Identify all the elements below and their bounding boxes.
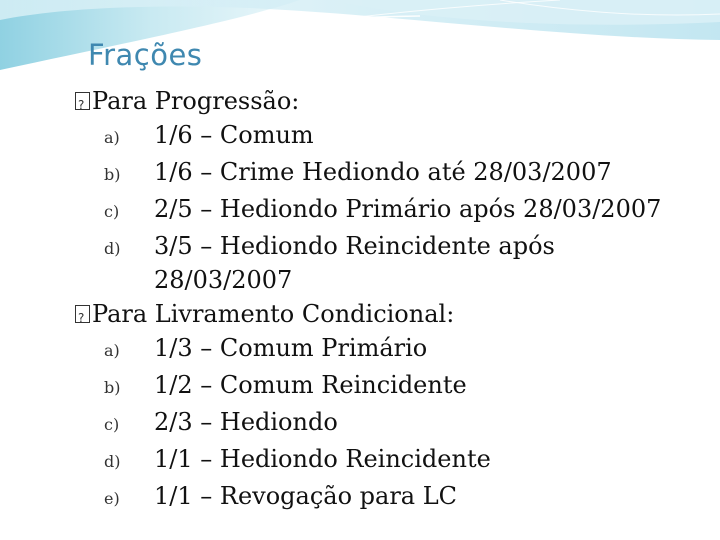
list-item-text: 1/6 – Comum: [154, 121, 314, 149]
list-item-marker: a): [104, 341, 120, 360]
list-item-text: 1/2 – Comum Reincidente: [154, 371, 467, 399]
list-item-marker: e): [104, 489, 120, 508]
list-item-marker: b): [104, 165, 121, 184]
list-item: [84, 192, 704, 229]
list-item-text: 3/5 – Hediondo Reincidente após 28/03/2007: [154, 232, 555, 294]
section-progressao: [84, 84, 704, 297]
list-item: [84, 405, 704, 442]
slide-content: [84, 84, 704, 516]
list-item-text: 1/3 – Comum Primário: [154, 334, 428, 362]
slide-title: Frações: [88, 38, 203, 72]
list-item-marker: d): [104, 239, 121, 258]
list-item: [84, 442, 704, 479]
list-item: [84, 479, 704, 516]
section-livramento: [84, 297, 704, 516]
list-item-text: 1/6 – Crime Hediondo até 28/03/2007: [154, 158, 612, 186]
missing-glyph-bullet-icon: [75, 92, 90, 110]
list-item: [84, 118, 704, 155]
list-item-marker: a): [104, 128, 120, 147]
list-item: [84, 368, 704, 405]
list-item: [84, 331, 704, 368]
list-item-marker: b): [104, 378, 121, 397]
list-item-text: 2/3 – Hediondo: [154, 408, 338, 436]
list-item-marker: c): [104, 202, 120, 221]
list-item-text: 2/5 – Hediondo Primário após 28/03/2007: [154, 195, 662, 223]
progressao-list: [84, 118, 704, 297]
section-heading: [75, 297, 704, 331]
list-item-marker: c): [104, 415, 120, 434]
list-item: [84, 229, 704, 297]
livramento-list: [84, 331, 704, 516]
section-heading-text: Para Livramento Condicional:: [92, 300, 455, 328]
list-item-text: 1/1 – Hediondo Reincidente: [154, 445, 491, 473]
list-item: [84, 155, 704, 192]
list-item-marker: d): [104, 452, 121, 471]
section-heading-text: Para Progressão:: [92, 87, 300, 115]
missing-glyph-bullet-icon: [75, 305, 90, 323]
section-heading: [75, 84, 704, 118]
list-item-text: 1/1 – Revogação para LC: [154, 482, 458, 510]
